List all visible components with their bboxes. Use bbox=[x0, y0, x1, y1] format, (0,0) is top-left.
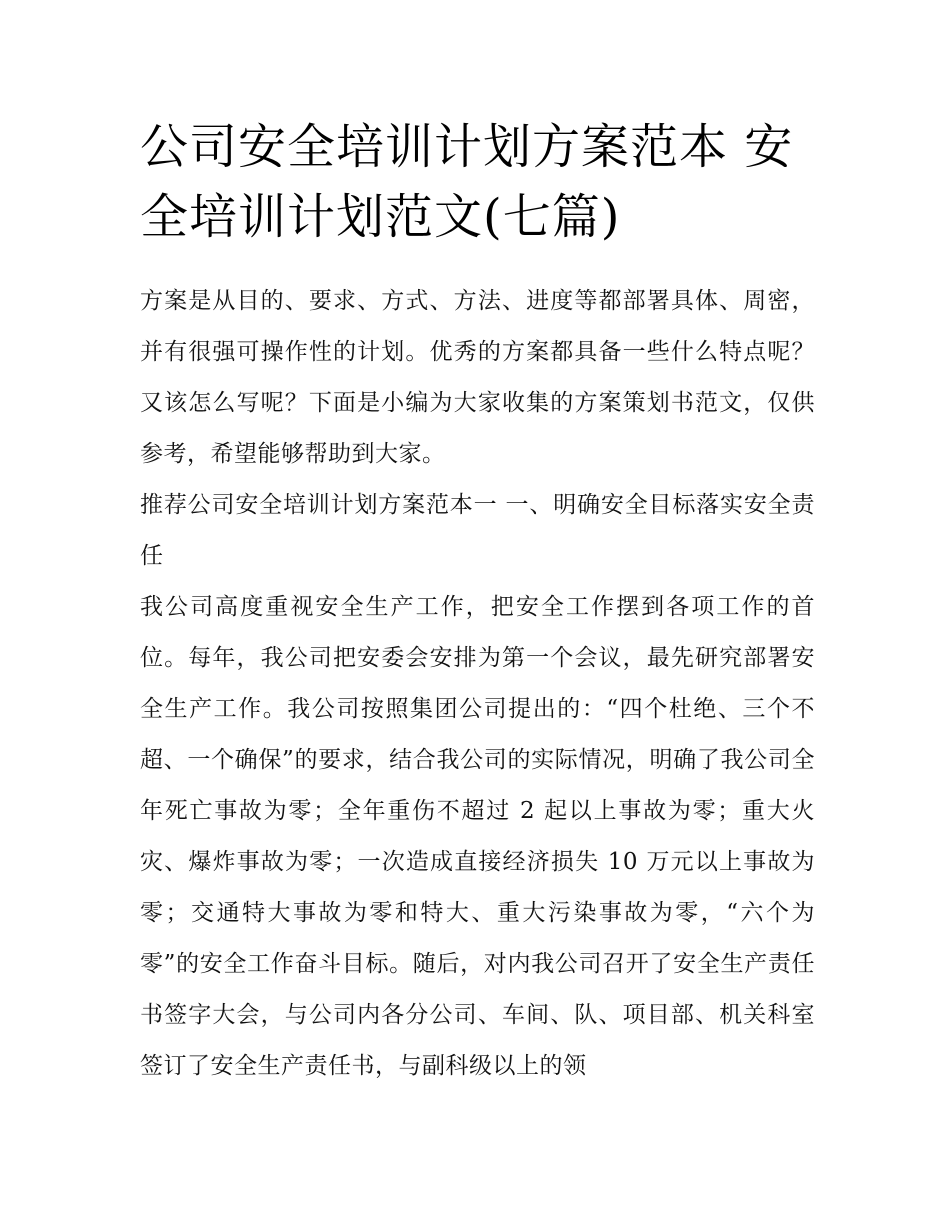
document-page bbox=[140, 112, 815, 1092]
document-body bbox=[140, 276, 815, 1092]
document-title: 公司安全培训计划方案范本 安全培训计划范文(七篇) bbox=[140, 119, 794, 245]
intro-paragraph: 方案是从目的、要求、方式、方法、进度等都部署具体、周密，并有很强可操作性的计划。优秀的方案都具备一些什么特点呢？又该怎么写呢？下面是小编为大家收集的方案策划书范文，仅供参考，希望能够帮助到大家。 bbox=[140, 288, 815, 467]
section-heading-paragraph: 推荐公司安全培训计划方案范本一 一、明确安全目标落实安全责任 bbox=[140, 492, 815, 569]
body-paragraph: 我公司高度重视安全生产工作，把安全工作摆到各项工作的首位。每年，我公司把安委会安排为第一个会议，最先研究部署安全生产工作。我公司按照集团公司提出的：“四个杜绝、三个不超、一个确保”的要求，结合我公司的实际情况，明确了我公司全年死亡事故为零；全年重伤不超过 2 起以上事故为零；重大火灾、爆炸事故为零；一次造成直接经济损失 10 万元以上事故为零；交通特大事故为零和特大、重大污染事故为零，“六个为零”的安全工作奋斗目标。随后，对内我公司召开了安全生产责任书签字大会，与公司内各分公司、车间、队、项目部、机关科室签订了安全生产责任书，与副科级以上的领 bbox=[140, 594, 815, 1079]
